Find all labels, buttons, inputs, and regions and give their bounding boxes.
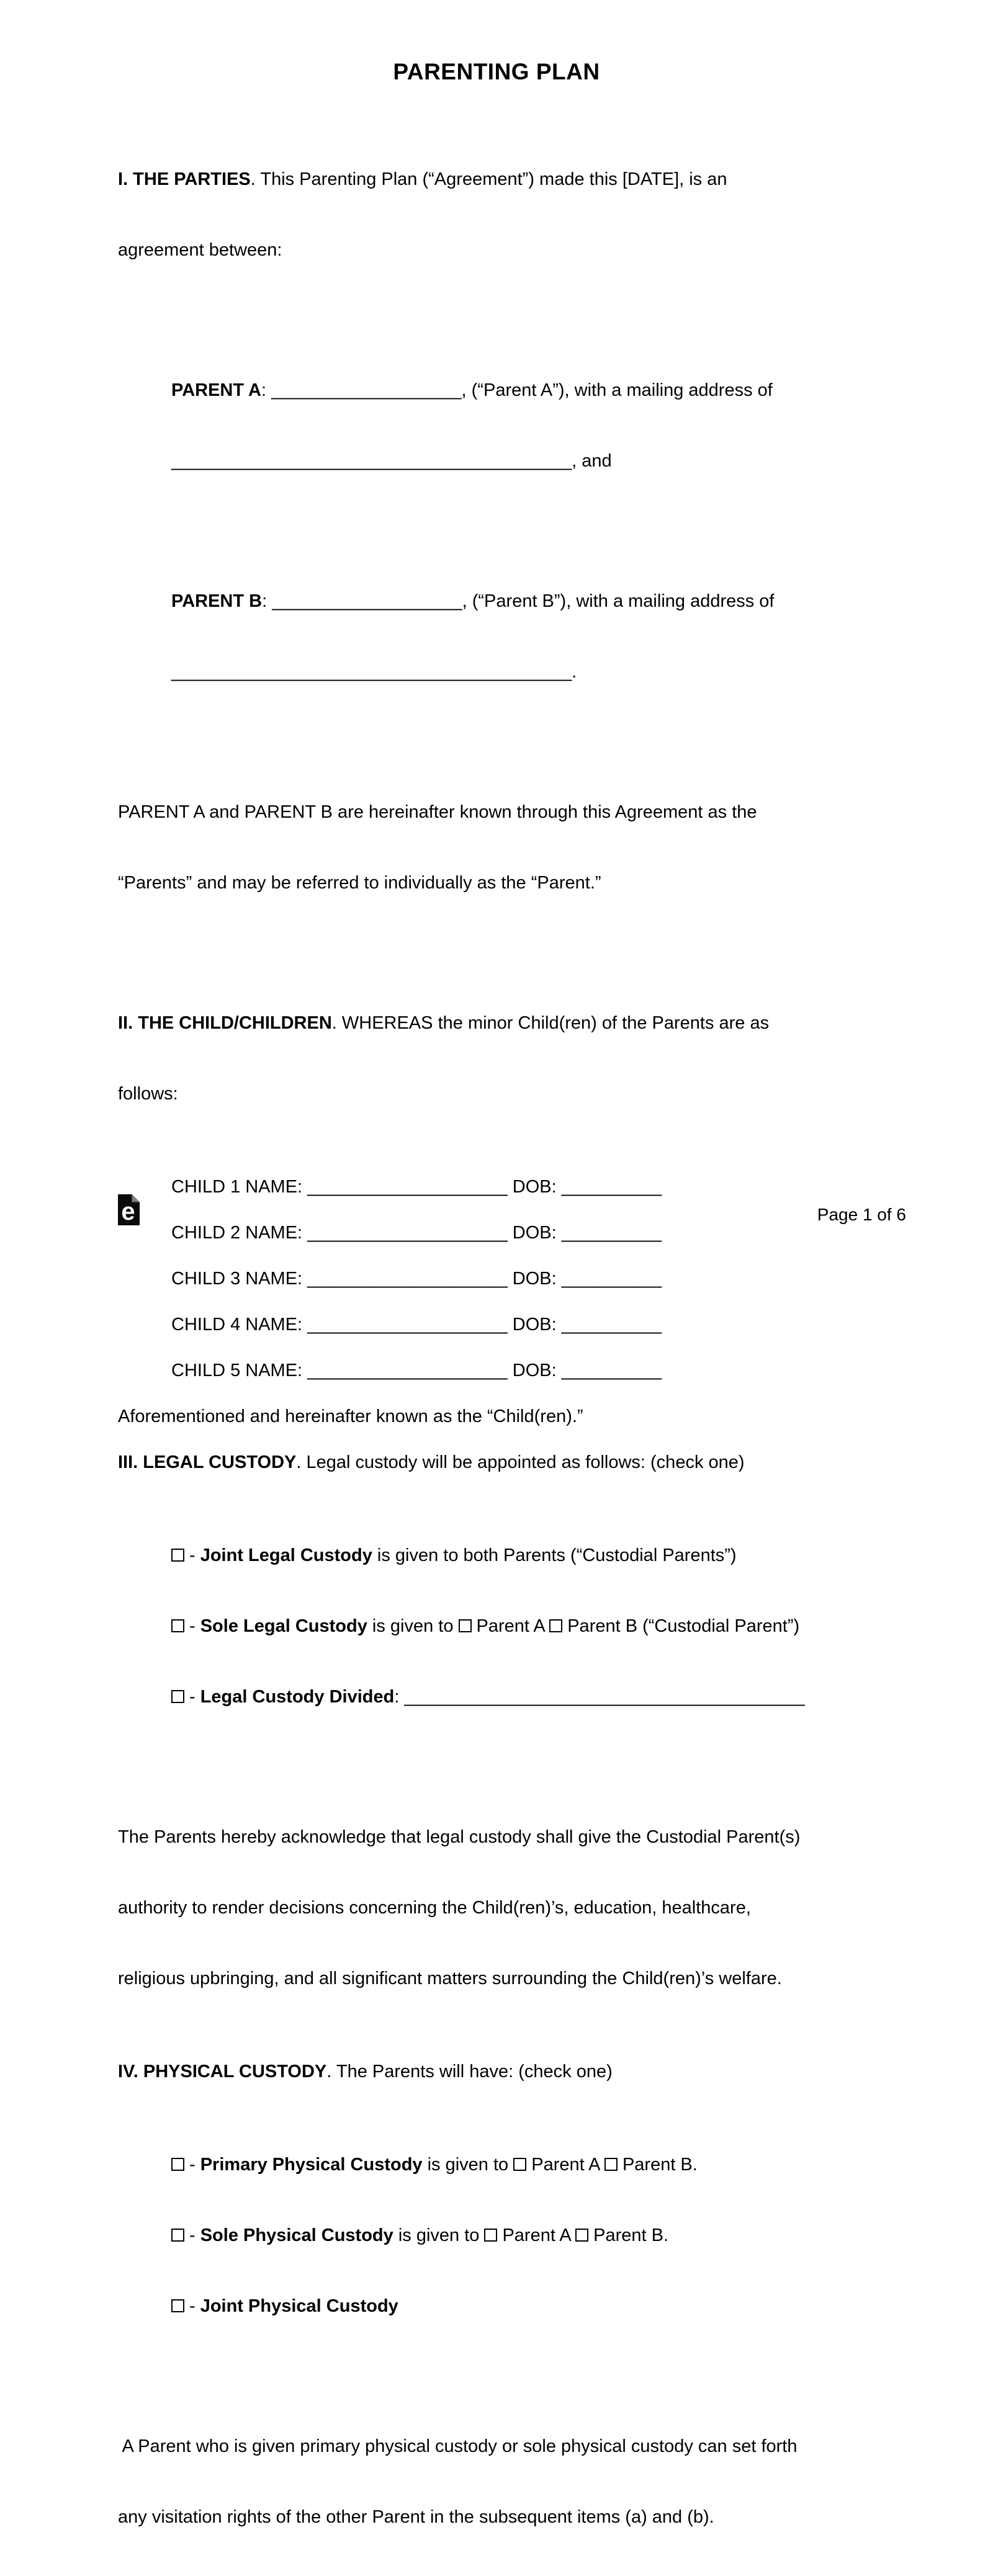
physical-note-line1: A Parent who is given primary physical custody or sole physical custody can set forth (118, 2436, 798, 2456)
legal-option-joint-label: Joint Legal Custody (200, 1545, 372, 1565)
child-row-3 (171, 1267, 906, 1290)
parent-a-checkbox-icon (484, 2229, 497, 2242)
legal-option-sole (171, 1614, 906, 1638)
physical-option-sole-label: Sole Physical Custody (200, 2225, 393, 2245)
parent-a-name-blank: : ___________________, (“Parent A”), with a mailing address of (261, 380, 773, 400)
legal-custody-note (118, 1778, 906, 2037)
section-physical-heading: IV. PHYSICAL CUSTODY (118, 2062, 327, 2082)
legal-option-joint (171, 1544, 906, 1567)
parent-a-label: PARENT A (171, 380, 261, 400)
child-4-name-blank: ____________________ (302, 1315, 508, 1335)
document-body (0, 84, 993, 2576)
parent-b-checkbox-icon (575, 2229, 588, 2242)
parties-intro-line2: agreement between: (118, 240, 282, 260)
legal-option-joint-text: is given to both Parents (“Custodial Parents”) (372, 1545, 737, 1565)
page-footer (118, 1194, 906, 1225)
legal-note-line3: religious upbringing, and all significant matters surrounding the Child(ren)’s welfare. (118, 1969, 782, 1988)
logo-letter: e (121, 1198, 135, 1225)
parent-a-block (171, 331, 906, 520)
parent-b-block (171, 542, 906, 731)
option-dash: - (189, 1616, 200, 1636)
child-3-dob-blank: __________ (556, 1269, 662, 1289)
physical-option-primary (171, 2153, 906, 2176)
legal-option-divided-label: Legal Custody Divided (200, 1687, 395, 1707)
parents-note-line1: PARENT A and PARENT B are hereinafter known through this Agreement as the (118, 802, 757, 822)
option-dash: - (189, 2155, 200, 2175)
child-1-name-blank: ____________________ (302, 1177, 508, 1197)
checkbox-icon (171, 2158, 184, 2171)
parent-b-checkbox-icon (604, 2158, 618, 2171)
child-1-dob-blank: __________ (556, 1177, 662, 1197)
parent-b-line1 (171, 589, 906, 613)
section-legal-heading: III. LEGAL CUSTODY (118, 1452, 297, 1472)
legal-sole-parent-b-text: Parent B (“Custodial Parent”) (567, 1616, 800, 1636)
checkbox-icon (171, 2229, 184, 2242)
child-5-dob-blank: __________ (556, 1361, 662, 1380)
child-2-name-blank: ____________________ (302, 1223, 508, 1243)
parent-b-address-blank: ________________________________________. (171, 662, 577, 682)
child-4-dob-blank: __________ (556, 1315, 662, 1335)
physical-intro-text: . The Parents will have: (check one) (326, 2062, 613, 2082)
parent-a-line1 (171, 378, 906, 402)
children-intro-text: . WHEREAS the minor Child(ren) of the Parents are as (331, 1013, 770, 1033)
checkbox-icon (171, 1549, 184, 1562)
option-dash: - (189, 1545, 200, 1565)
physical-option-primary-label: Primary Physical Custody (200, 2155, 423, 2175)
document-title: PARENTING PLAN (393, 59, 600, 84)
physical-primary-parent-a-text: Parent A (531, 2155, 604, 2175)
option-dash: - (189, 2296, 200, 2316)
legal-note-line1: The Parents hereby acknowledge that legal custody shall give the Custodial Parent(s) (118, 1827, 801, 1847)
section-children-intro (118, 964, 906, 1153)
parent-a-address-blank: ________________________________________, and (171, 451, 612, 471)
child-1-dob-label: DOB: (507, 1177, 557, 1197)
legal-custody-options (171, 1496, 906, 1756)
physical-sole-parent-a-text: Parent A (502, 2225, 576, 2245)
parents-note (118, 753, 906, 942)
title-section (0, 0, 993, 84)
physical-sole-parent-b-text: Parent B. (593, 2225, 669, 2245)
checkbox-icon (171, 2299, 184, 2312)
parent-a-checkbox-icon (459, 1619, 472, 1632)
parties-intro-text: . This Parenting Plan (“Agreement”) made this [DATE], is an (250, 169, 727, 189)
section-parties-intro (118, 120, 906, 309)
child-3-name-label: CHILD 3 NAME: (171, 1269, 303, 1289)
parent-b-checkbox-icon (549, 1619, 562, 1632)
legal-intro-text: . Legal custody will be appointed as follows: (check one) (296, 1452, 745, 1472)
child-5-dob-label: DOB: (507, 1361, 557, 1380)
parties-intro-line1 (118, 168, 906, 191)
checkbox-icon (171, 1619, 184, 1632)
parent-b-name-blank: : ___________________, (“Parent B”), with a mailing address of (262, 591, 775, 611)
children-note: Aforementioned and hereinafter known as the “Child(ren).” (118, 1407, 583, 1426)
parent-a-checkbox-icon (513, 2158, 526, 2171)
physical-note-line2: any visitation rights of the other Parent in the subsequent items (a) and (b). (118, 2507, 714, 2527)
physical-custody-options (171, 2106, 906, 2365)
child-2-name-label: CHILD 2 NAME: (171, 1223, 303, 1243)
physical-custody-note (118, 2387, 906, 2576)
section-legal-intro (118, 1451, 906, 1474)
child-row-4 (171, 1313, 906, 1336)
physical-primary-text: is given to (422, 2155, 514, 2175)
children-intro-line2: follows: (118, 1084, 178, 1104)
child-4-dob-label: DOB: (507, 1315, 557, 1335)
option-dash: - (189, 2225, 200, 2245)
physical-sole-text: is given to (393, 2225, 485, 2245)
parents-note-line2: “Parents” and may be referred to individually as the “Parent.” (118, 873, 601, 893)
child-row-5 (171, 1359, 906, 1382)
physical-option-sole (171, 2224, 906, 2247)
legal-option-sole-label: Sole Legal Custody (200, 1616, 367, 1636)
child-5-name-blank: ____________________ (302, 1361, 508, 1380)
eforms-logo (118, 1194, 140, 1225)
checkbox-icon (171, 1690, 184, 1703)
section-parties-heading: I. THE PARTIES (118, 169, 251, 189)
children-intro-line1 (118, 1011, 906, 1035)
child-3-name-blank: ____________________ (302, 1269, 508, 1289)
legal-divided-blank: : ________________________________________ (394, 1687, 805, 1707)
page-number: Page 1 of 6 (817, 1205, 906, 1224)
legal-note-line2: authority to render decisions concerning the Child(ren)’s, education, healthcare, (118, 1898, 751, 1918)
child-1-name-label: CHILD 1 NAME: (171, 1177, 303, 1197)
child-5-name-label: CHILD 5 NAME: (171, 1361, 303, 1380)
physical-primary-parent-b-text: Parent B. (622, 2155, 698, 2175)
parent-b-label: PARENT B (171, 591, 263, 611)
child-3-dob-label: DOB: (507, 1269, 557, 1289)
section-physical-intro (118, 2060, 906, 2083)
physical-option-joint-label: Joint Physical Custody (200, 2296, 398, 2316)
physical-option-joint (171, 2294, 906, 2318)
child-4-name-label: CHILD 4 NAME: (171, 1315, 303, 1335)
child-2-dob-label: DOB: (507, 1223, 557, 1243)
legal-option-divided (171, 1685, 906, 1709)
legal-option-sole-text: is given to (367, 1616, 459, 1636)
child-2-dob-blank: __________ (556, 1223, 662, 1243)
section-children-heading: II. THE CHILD/CHILDREN (118, 1013, 332, 1033)
option-dash: - (189, 1687, 200, 1707)
legal-sole-parent-a-text: Parent A (476, 1616, 550, 1636)
